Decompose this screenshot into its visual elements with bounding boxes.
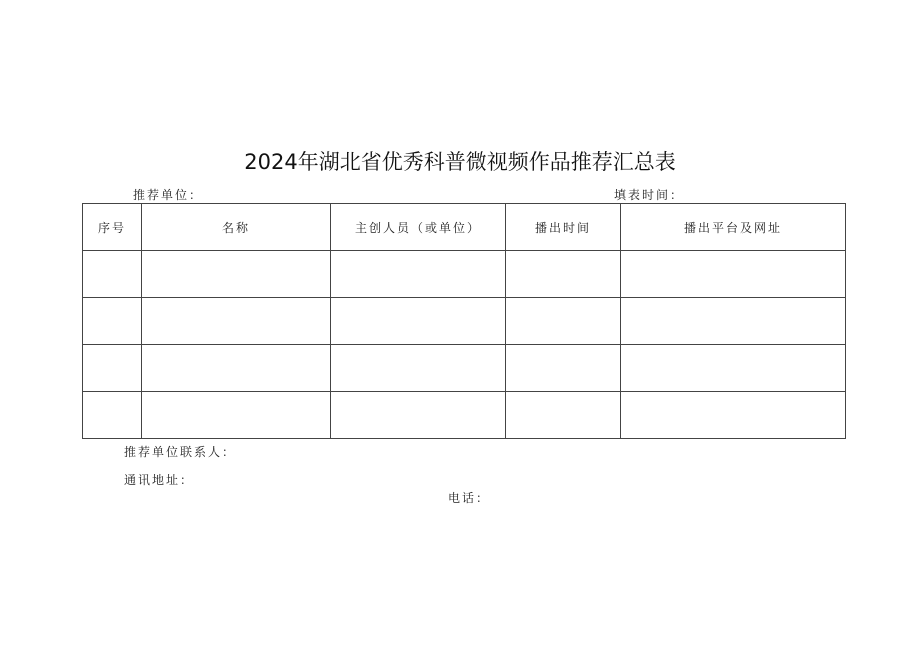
contact-person-label: 推荐单位联系人： xyxy=(124,445,237,459)
cell-name[interactable] xyxy=(142,298,331,345)
cell-platform-url[interactable] xyxy=(621,298,846,345)
cell-name[interactable] xyxy=(142,392,331,439)
cell-serial-number[interactable] xyxy=(83,251,142,298)
table-row xyxy=(83,345,846,392)
table-row xyxy=(83,251,846,298)
header-platform-url: 播出平台及网址 xyxy=(621,204,846,251)
cell-name[interactable] xyxy=(142,345,331,392)
cell-platform-url[interactable] xyxy=(621,345,846,392)
cell-creators[interactable] xyxy=(331,345,506,392)
table-header-row xyxy=(83,204,846,251)
table-row xyxy=(83,392,846,439)
cell-serial-number[interactable] xyxy=(83,392,142,439)
header-serial-number: 序号 xyxy=(83,204,142,251)
cell-broadcast-time[interactable] xyxy=(506,345,621,392)
cell-serial-number[interactable] xyxy=(83,345,142,392)
cell-broadcast-time[interactable] xyxy=(506,392,621,439)
cell-name[interactable] xyxy=(142,251,331,298)
summary-table xyxy=(82,203,846,439)
phone-label: 电话： xyxy=(448,491,491,505)
cell-creators[interactable] xyxy=(331,392,506,439)
table-row xyxy=(83,298,846,345)
cell-broadcast-time[interactable] xyxy=(506,251,621,298)
cell-creators[interactable] xyxy=(331,298,506,345)
document-title: 2024年湖北省优秀科普微视频作品推荐汇总表 xyxy=(244,150,676,174)
cell-platform-url[interactable] xyxy=(621,392,846,439)
cell-platform-url[interactable] xyxy=(621,251,846,298)
header-creators: 主创人员（或单位） xyxy=(331,204,506,251)
recommending-unit-label: 推荐单位： xyxy=(133,188,204,202)
cell-serial-number[interactable] xyxy=(83,298,142,345)
cell-broadcast-time[interactable] xyxy=(506,298,621,345)
header-name: 名称 xyxy=(142,204,331,251)
mailing-address-label: 通讯地址： xyxy=(124,473,195,487)
header-broadcast-time: 播出时间 xyxy=(506,204,621,251)
fill-date-label: 填表时间： xyxy=(614,188,685,202)
cell-creators[interactable] xyxy=(331,251,506,298)
